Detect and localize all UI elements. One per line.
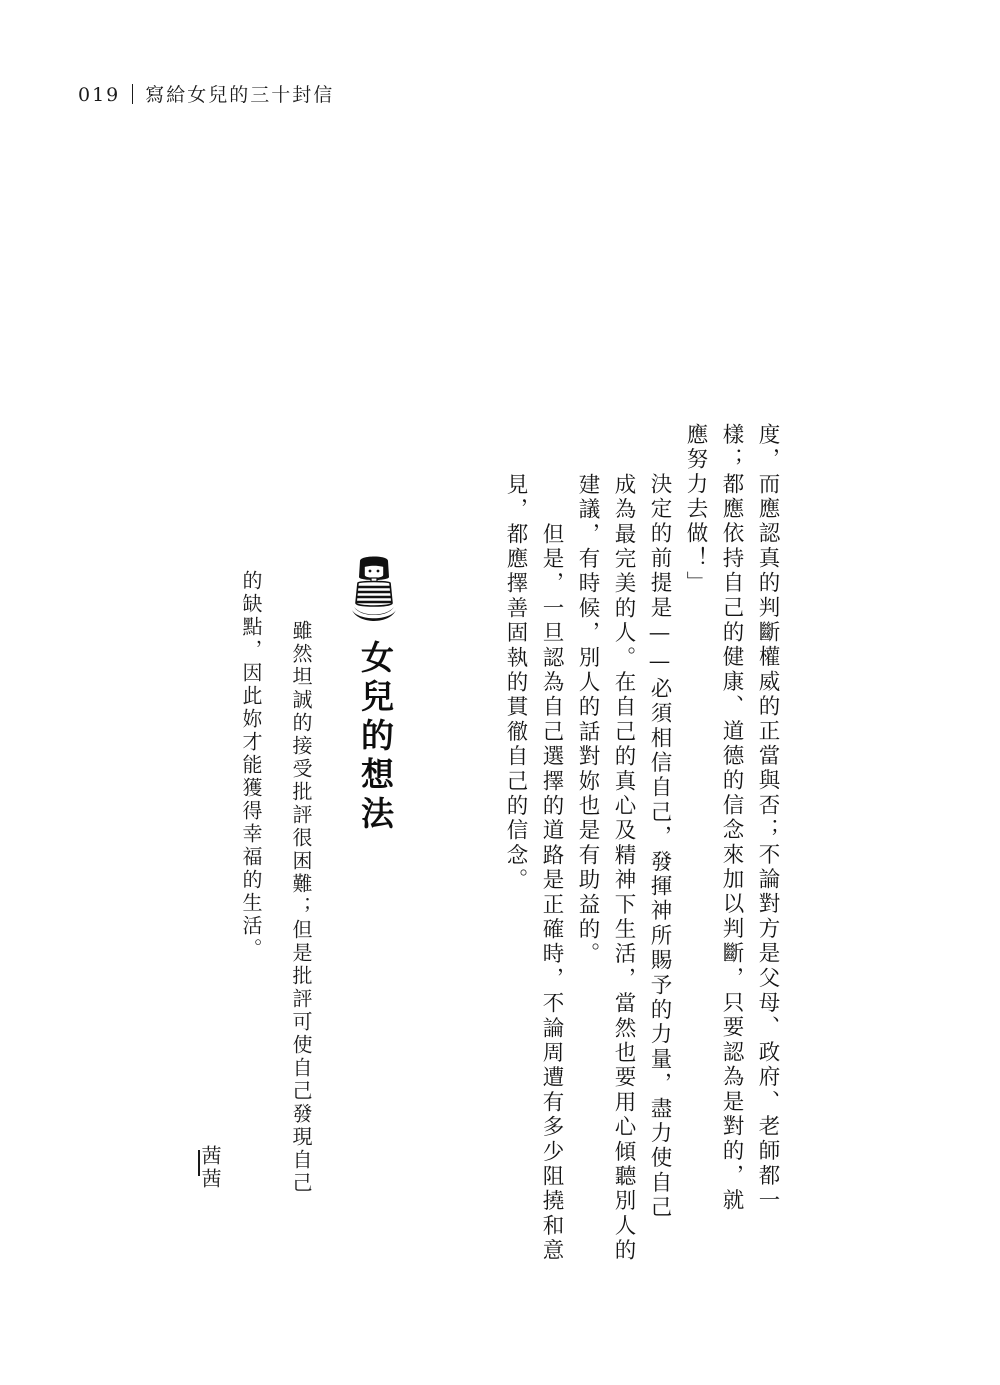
page-header <box>78 80 334 107</box>
section-title: 女兒的想法 <box>356 640 395 835</box>
body-column: 但是，一旦認為自己選擇的道路是正確時，不論周遭有多少阻撓和意 <box>539 473 564 1264</box>
body-text-area <box>0 415 1000 1295</box>
body-column: 樣；都應依持自己的健康、道德的信念來加以判斷，只要認為是對的，就 <box>719 423 744 1214</box>
header-divider <box>132 84 133 104</box>
book-title: 寫給女兒的三十封信 <box>145 84 335 106</box>
quote-line: 雖然坦誠的接受批評很困難；但是批評可使自己發現自己 <box>289 620 313 1195</box>
body-column: 建議，有時候，別人的話對妳也是有助益的。 <box>575 473 600 967</box>
quote-attribution: 茜茜 <box>198 1145 222 1191</box>
body-column: 成為最完美的人。在自己的真心及精神下生活，當然也要用心傾聽別人的 <box>611 473 636 1264</box>
body-column: 決定的前提是——必須相信自己，發揮神所賜予的力量，盡力使自己 <box>647 423 672 1221</box>
body-column: 應努力去做！」 <box>683 423 708 596</box>
quote-line: 的缺點，因此妳才能獲得幸福的生活。 <box>239 570 263 961</box>
body-column: 度，而應認真的判斷權威的正當與否；不論對方是父母、政府、老師都一 <box>755 423 780 1214</box>
page-number: 019 <box>78 84 121 106</box>
seated-girl-icon <box>342 555 406 625</box>
body-column: 見，都應擇善固執的貫徹自己的信念。 <box>503 473 528 893</box>
section-heading-block <box>330 545 450 875</box>
